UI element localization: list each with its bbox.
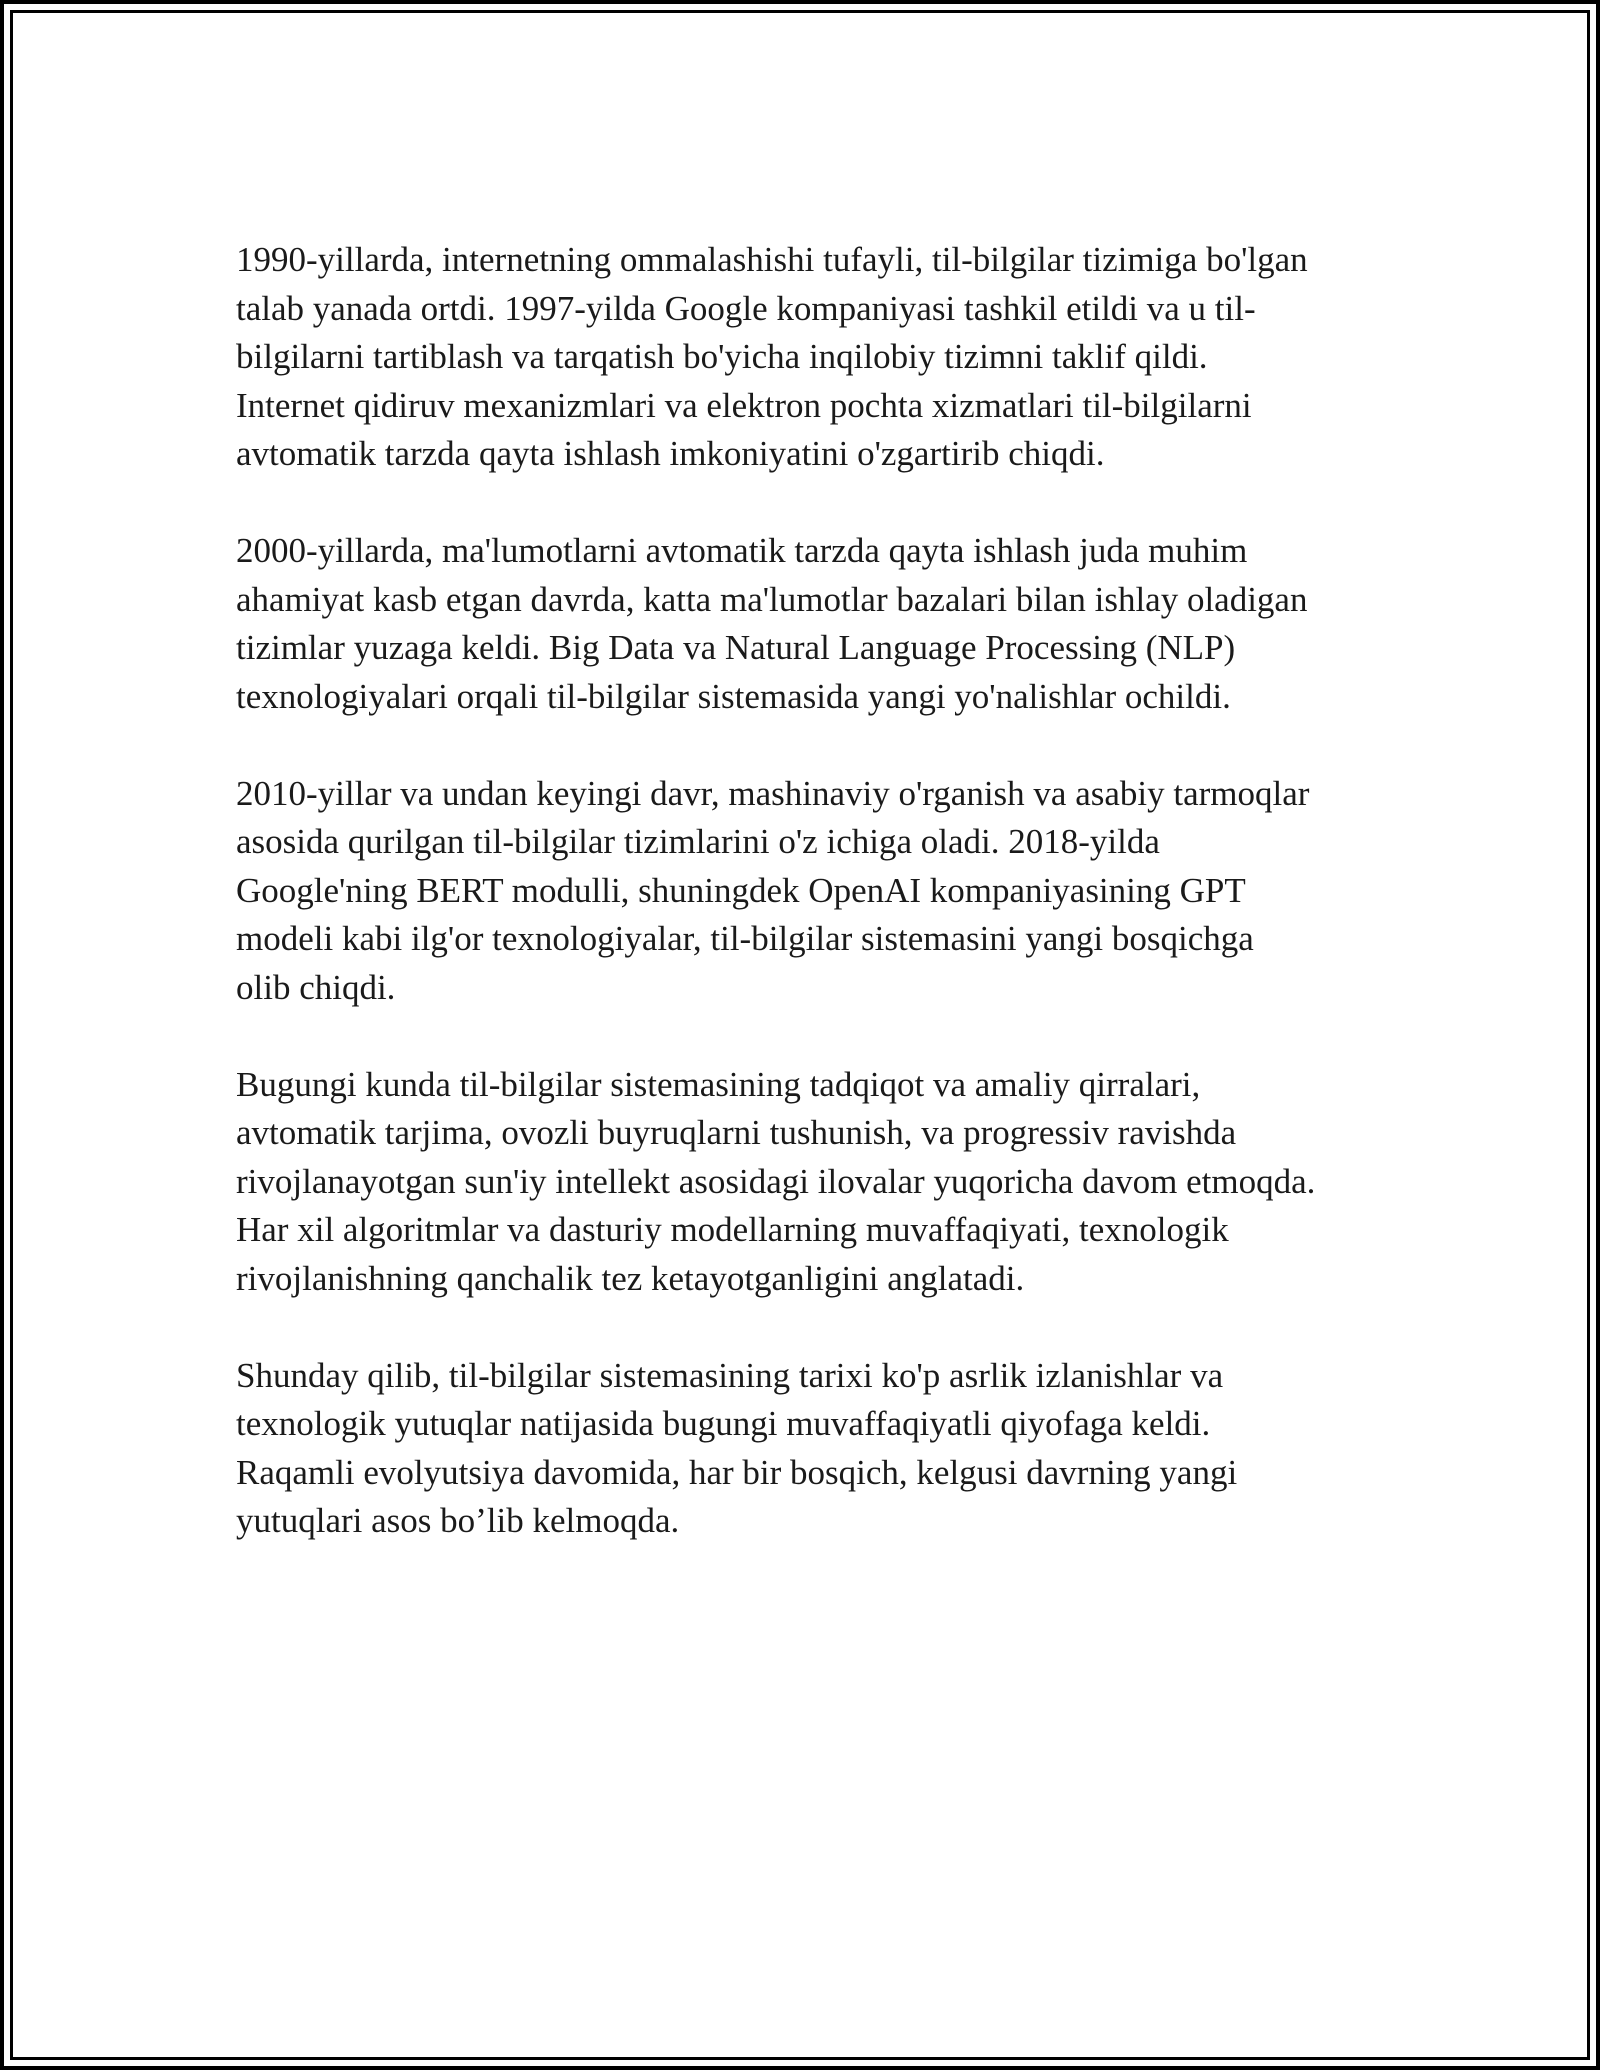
- paragraph-today: Bugungi kunda til-bilgilar sistemasining tadqiqot va amaliy qirralari, avtomatik tarjima, ovozli buyruqlarni tushunish, va progressiv ravishda rivojlanayotgan sun'iy intellekt asosidagi ilovalar yuqoricha davom etmoqda. Har xil algoritmlar va dasturiy modellarning muvaffaqiyati, texnologik rivojlanishning qanchalik tez ketayotganligini anglatadi.: [236, 1064, 1316, 1298]
- document-body: [236, 236, 1386, 1546]
- paragraph-1990s: 1990-yillarda, internetning ommalashishi tufayli, til-bilgilar tizimiga bo'lgan talab yanada ortdi. 1997-yilda Google kompaniyasi tashkil etildi va u til- bilgilarni tartiblash va tarqatish bo'yicha inqilobiy tizimni taklif qildi. Internet qidiruv mexanizmlari va elektron pochta xizmatlari til-bilgilarni avtomatik tarzda qayta ishlash imkoniyatini o'zgartirib chiqdi.: [236, 240, 1308, 473]
- paragraph-conclusion: Shunday qilib, til-bilgilar sistemasining tarixi ko'p asrlik izlanishlar va texnologik yutuqlar natijasida bugungi muvaffaqiyatli qiyofaga keldi. Raqamli evolyutsiya davomida, har bir bosqich, kelgusi davrning yangi yutuqlari asos bo’lib kelmoqda.: [236, 1355, 1238, 1540]
- paragraph-2010s: 2010-yillar va undan keyingi davr, mashinaviy o'rganish va asabiy tarmoqlar asosida qurilgan til-bilgilar tizimlarini o'z ichiga oladi. 2018-yilda Google'ning BERT modulli, shuningdek OpenAI kompaniyasining GPT modeli kabi ilg'or texnologiyalar, til-bilgilar sistemasini yangi bosqichga olib chiqdi.: [236, 773, 1310, 1007]
- paragraph-2000s: 2000-yillarda, ma'lumotlarni avtomatik tarzda qayta ishlash juda muhim ahamiyat kasb etgan davrda, katta ma'lumotlar bazalari bilan ishlay oladigan tizimlar yuzaga keldi. Big Data va Natural Language Processing (NLP) texnologiyalari orqali til-bilgilar sistemasida yangi yo'nalishlar ochildi.: [236, 531, 1308, 716]
